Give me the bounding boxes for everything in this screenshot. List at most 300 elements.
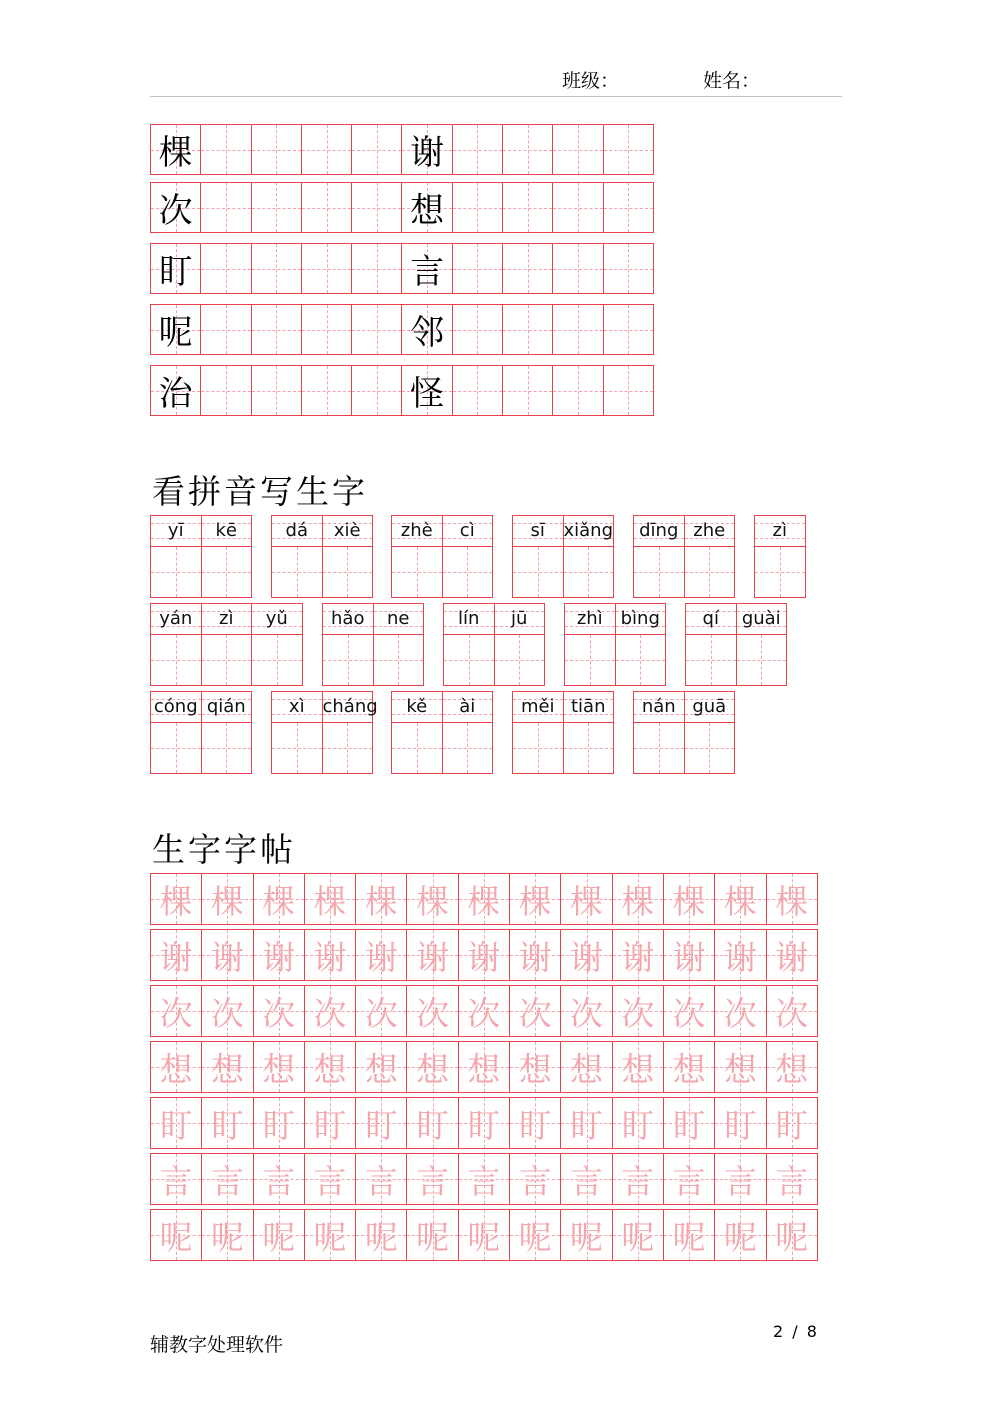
page-number: 2 / 8 — [773, 1322, 819, 1341]
pinyin-label — [736, 603, 788, 634]
practice-row — [150, 124, 663, 175]
trace-character: 想 — [159, 1049, 193, 1089]
pinyin-label — [201, 691, 253, 722]
trace-cell — [714, 1041, 766, 1093]
trace-character: 言 — [621, 1161, 655, 1201]
pinyin-label — [684, 691, 736, 722]
trace-character: 呢 — [313, 1217, 347, 1257]
trace-character: 次 — [313, 993, 347, 1033]
pinyin-label — [512, 515, 564, 546]
answer-cell — [442, 722, 494, 774]
answer-cell — [442, 546, 494, 598]
trace-cell — [509, 873, 561, 925]
pinyin-word-group — [564, 603, 665, 686]
pinyin-text: měi — [520, 696, 555, 717]
pinyin-column — [251, 603, 303, 686]
answer-cell — [391, 722, 443, 774]
answer-cell — [271, 546, 323, 598]
pinyin-text: yán — [159, 608, 193, 629]
trace-character: 想 — [570, 1049, 604, 1089]
pinyin-label — [512, 691, 564, 722]
pinyin-column — [512, 691, 564, 774]
trace-character: 盯 — [364, 1105, 398, 1145]
trace-character: 言 — [570, 1161, 604, 1201]
answer-cell — [684, 546, 736, 598]
trace-cell — [253, 1209, 305, 1261]
pinyin-column — [150, 691, 202, 774]
writing-cell — [401, 365, 452, 416]
writing-cell — [351, 304, 402, 355]
pinyin-text: zhì — [576, 608, 603, 629]
model-character: 怪 — [410, 374, 445, 414]
writing-cell — [502, 243, 553, 294]
trace-cell — [766, 1209, 818, 1261]
trace-character: 谢 — [210, 937, 244, 977]
trace-cell — [663, 1097, 715, 1149]
trace-cell — [201, 1097, 253, 1149]
pinyin-label — [563, 515, 615, 546]
trace-character: 想 — [364, 1049, 398, 1089]
trace-character: 呢 — [210, 1217, 244, 1257]
copybook-row — [150, 1153, 817, 1205]
pinyin-column — [633, 691, 685, 774]
trace-character: 谢 — [467, 937, 501, 977]
pinyin-word-group — [271, 691, 378, 774]
trace-character: 谢 — [570, 937, 604, 977]
writing-cell — [351, 243, 402, 294]
writing-cell — [452, 304, 503, 355]
trace-cell — [714, 1209, 766, 1261]
trace-character: 谢 — [313, 937, 347, 977]
pinyin-text: hǎo — [331, 608, 365, 629]
model-character: 治 — [158, 374, 193, 414]
pinyin-text: lín — [458, 608, 480, 629]
trace-cell — [766, 873, 818, 925]
trace-character: 呢 — [416, 1217, 450, 1257]
model-character: 想 — [410, 191, 445, 231]
pinyin-text: xì — [288, 696, 305, 717]
pinyin-text: xiè — [333, 520, 361, 541]
pinyin-column — [201, 691, 253, 774]
name-label: 姓名： — [703, 70, 761, 92]
trace-character: 想 — [416, 1049, 450, 1089]
pinyin-text: kē — [215, 520, 237, 541]
writing-cell — [452, 124, 503, 175]
pinyin-text: zhè — [400, 520, 433, 541]
trace-character: 棵 — [570, 881, 604, 921]
trace-character: 谢 — [159, 937, 193, 977]
trace-cell — [355, 929, 407, 981]
trace-character: 想 — [518, 1049, 552, 1089]
pinyin-word-group — [271, 515, 372, 598]
copybook-row — [150, 985, 817, 1037]
writing-cell — [301, 182, 352, 233]
trace-character: 想 — [775, 1049, 809, 1089]
trace-cell — [612, 1097, 664, 1149]
trace-cell — [509, 1041, 561, 1093]
pinyin-column — [442, 515, 494, 598]
trace-cell — [714, 985, 766, 1037]
trace-cell — [201, 985, 253, 1037]
pinyin-text: zì — [772, 520, 787, 541]
trace-cell — [253, 1041, 305, 1093]
pinyin-column — [271, 515, 323, 598]
answer-cell — [684, 722, 736, 774]
trace-cell — [304, 1153, 356, 1205]
pinyin-text: cóng — [153, 696, 198, 717]
trace-cell — [509, 929, 561, 981]
trace-cell — [253, 929, 305, 981]
trace-cell — [663, 985, 715, 1037]
pinyin-label — [563, 691, 615, 722]
trace-cell — [406, 1209, 458, 1261]
header-divider — [150, 96, 842, 97]
model-character: 言 — [410, 252, 445, 292]
trace-cell — [458, 1153, 510, 1205]
pinyin-column — [322, 691, 378, 774]
writing-cell — [150, 124, 201, 175]
answer-cell — [271, 722, 323, 774]
trace-cell — [253, 985, 305, 1037]
trace-character: 次 — [364, 993, 398, 1033]
trace-cell — [304, 873, 356, 925]
pinyin-text: qián — [206, 696, 246, 717]
pinyin-text: bìng — [620, 608, 660, 629]
pinyin-label — [615, 603, 667, 634]
trace-cell — [560, 1153, 612, 1205]
trace-character: 谢 — [262, 937, 296, 977]
trace-cell — [560, 1209, 612, 1261]
trace-character: 呢 — [467, 1217, 501, 1257]
pinyin-column — [391, 691, 443, 774]
trace-cell — [714, 929, 766, 981]
writing-cell — [401, 304, 452, 355]
trace-cell — [612, 985, 664, 1037]
trace-cell — [406, 929, 458, 981]
trace-cell — [355, 1209, 407, 1261]
writing-cell — [502, 304, 553, 355]
answer-cell — [512, 722, 564, 774]
writing-cell — [452, 365, 503, 416]
pinyin-column — [442, 691, 494, 774]
answer-cell — [494, 634, 546, 686]
trace-character: 呢 — [364, 1217, 398, 1257]
trace-character: 呢 — [262, 1217, 296, 1257]
writing-cell — [603, 304, 654, 355]
trace-cell — [201, 1153, 253, 1205]
trace-character: 谢 — [364, 937, 398, 977]
pinyin-word-group — [512, 691, 613, 774]
trace-character: 言 — [518, 1161, 552, 1201]
trace-character: 次 — [570, 993, 604, 1033]
trace-cell — [406, 985, 458, 1037]
answer-cell — [322, 634, 374, 686]
pinyin-label — [201, 603, 253, 634]
trace-character: 呢 — [518, 1217, 552, 1257]
pinyin-word-group — [443, 603, 544, 686]
trace-character: 棵 — [467, 881, 501, 921]
trace-cell — [612, 1153, 664, 1205]
pinyin-label — [322, 691, 378, 722]
pinyin-label — [251, 603, 303, 634]
trace-cell — [253, 873, 305, 925]
trace-cell — [663, 873, 715, 925]
writing-cell — [200, 304, 251, 355]
trace-character: 次 — [210, 993, 244, 1033]
trace-character: 次 — [621, 993, 655, 1033]
trace-cell — [304, 1097, 356, 1149]
trace-cell — [458, 929, 510, 981]
trace-character: 想 — [467, 1049, 501, 1089]
pinyin-word-group — [150, 691, 251, 774]
trace-character: 棵 — [723, 881, 757, 921]
pinyin-column — [685, 603, 737, 686]
answer-cell — [564, 634, 616, 686]
pinyin-word-group — [633, 691, 734, 774]
writing-cell — [301, 365, 352, 416]
trace-cell — [509, 1097, 561, 1149]
trace-character: 盯 — [621, 1105, 655, 1145]
trace-cell — [201, 929, 253, 981]
pinyin-text: kě — [406, 696, 428, 717]
answer-cell — [736, 634, 788, 686]
model-character: 盯 — [158, 252, 193, 292]
trace-character: 谢 — [416, 937, 450, 977]
trace-character: 想 — [672, 1049, 706, 1089]
pinyin-word-group — [391, 515, 492, 598]
pinyin-label — [633, 691, 685, 722]
pinyin-word-group — [685, 603, 786, 686]
pinyin-section-title: 看拼音写生字 — [152, 472, 368, 511]
writing-cell — [401, 182, 452, 233]
trace-cell — [766, 1041, 818, 1093]
trace-character: 棵 — [262, 881, 296, 921]
copybook-row — [150, 1041, 817, 1093]
pinyin-text: zì — [219, 608, 234, 629]
trace-character: 言 — [313, 1161, 347, 1201]
writing-cell — [251, 304, 302, 355]
trace-character: 次 — [159, 993, 193, 1033]
writing-cell — [552, 124, 603, 175]
trace-character: 想 — [723, 1049, 757, 1089]
pinyin-text: jū — [511, 608, 528, 629]
answer-cell — [685, 634, 737, 686]
pinyin-label — [391, 515, 443, 546]
trace-character: 次 — [518, 993, 552, 1033]
answer-cell — [322, 722, 374, 774]
writing-cell — [200, 182, 251, 233]
trace-cell — [766, 1097, 818, 1149]
trace-character: 盯 — [775, 1105, 809, 1145]
writing-cell — [251, 365, 302, 416]
pinyin-column — [373, 603, 425, 686]
pinyin-label — [684, 515, 736, 546]
pinyin-column — [322, 515, 374, 598]
writing-cell — [150, 182, 201, 233]
writing-cell — [401, 243, 452, 294]
pinyin-label — [271, 691, 323, 722]
pinyin-text: xiǎng — [563, 520, 614, 541]
answer-cell — [633, 546, 685, 598]
pinyin-column — [201, 603, 253, 686]
pinyin-text: dá — [285, 520, 308, 541]
pinyin-column — [684, 691, 736, 774]
trace-cell — [714, 1153, 766, 1205]
pinyin-word-group — [512, 515, 613, 598]
practice-row — [150, 365, 663, 416]
trace-character: 呢 — [570, 1217, 604, 1257]
practice-row — [150, 243, 663, 294]
pinyin-column — [150, 515, 202, 598]
pinyin-label — [443, 603, 495, 634]
trace-cell — [150, 985, 202, 1037]
copybook-row — [150, 873, 817, 925]
pinyin-label — [442, 691, 494, 722]
writing-cell — [301, 124, 352, 175]
trace-character: 谢 — [775, 937, 809, 977]
pinyin-column — [201, 515, 253, 598]
writing-cell — [351, 365, 402, 416]
trace-character: 次 — [775, 993, 809, 1033]
writing-cell — [452, 182, 503, 233]
trace-character: 棵 — [159, 881, 193, 921]
writing-cell — [502, 182, 553, 233]
trace-character: 盯 — [723, 1105, 757, 1145]
trace-character: 盯 — [210, 1105, 244, 1145]
answer-cell — [150, 546, 202, 598]
pinyin-word-group — [633, 515, 734, 598]
trace-character: 言 — [210, 1161, 244, 1201]
trace-character: 次 — [723, 993, 757, 1033]
trace-character: 言 — [364, 1161, 398, 1201]
pinyin-text: cì — [459, 520, 475, 541]
pinyin-column — [563, 515, 615, 598]
trace-character: 想 — [210, 1049, 244, 1089]
trace-cell — [355, 1097, 407, 1149]
trace-cell — [406, 873, 458, 925]
pinyin-text: cháng — [322, 696, 378, 717]
answer-cell — [150, 722, 202, 774]
trace-cell — [560, 1041, 612, 1093]
pinyin-text: yǔ — [265, 608, 288, 629]
writing-cell — [150, 304, 201, 355]
pinyin-label — [494, 603, 546, 634]
footer-software: 辅教字处理软件 — [150, 1334, 284, 1356]
trace-character: 言 — [416, 1161, 450, 1201]
answer-cell — [391, 546, 443, 598]
pinyin-word-group — [150, 603, 302, 686]
writing-cell — [603, 243, 654, 294]
writing-cell — [603, 365, 654, 416]
trace-cell — [201, 873, 253, 925]
trace-cell — [201, 1041, 253, 1093]
pinyin-text: nán — [641, 696, 676, 717]
trace-character: 言 — [723, 1161, 757, 1201]
trace-character: 呢 — [723, 1217, 757, 1257]
trace-cell — [150, 929, 202, 981]
trace-cell — [560, 873, 612, 925]
writing-cell — [251, 182, 302, 233]
pinyin-label — [442, 515, 494, 546]
trace-cell — [458, 1041, 510, 1093]
trace-character: 棵 — [210, 881, 244, 921]
trace-character: 盯 — [313, 1105, 347, 1145]
trace-character: 谢 — [518, 937, 552, 977]
pinyin-text: guài — [741, 608, 781, 629]
writing-cell — [452, 243, 503, 294]
trace-character: 次 — [467, 993, 501, 1033]
trace-character: 次 — [672, 993, 706, 1033]
trace-character: 谢 — [672, 937, 706, 977]
trace-character: 言 — [159, 1161, 193, 1201]
pinyin-text: guā — [692, 696, 727, 717]
pinyin-column — [754, 515, 806, 598]
trace-cell — [253, 1153, 305, 1205]
trace-cell — [304, 1041, 356, 1093]
trace-character: 棵 — [416, 881, 450, 921]
pinyin-text: tiān — [571, 696, 606, 717]
trace-cell — [714, 873, 766, 925]
pinyin-label — [633, 515, 685, 546]
trace-cell — [612, 929, 664, 981]
trace-cell — [406, 1153, 458, 1205]
trace-cell — [509, 1153, 561, 1205]
trace-character: 盯 — [416, 1105, 450, 1145]
trace-cell — [509, 985, 561, 1037]
writing-cell — [401, 124, 452, 175]
trace-character: 想 — [262, 1049, 296, 1089]
trace-cell — [458, 1209, 510, 1261]
trace-cell — [458, 985, 510, 1037]
answer-cell — [201, 546, 253, 598]
writing-cell — [200, 124, 251, 175]
pinyin-column — [736, 603, 788, 686]
trace-cell — [766, 985, 818, 1037]
trace-cell — [304, 985, 356, 1037]
practice-row — [150, 182, 663, 233]
writing-cell — [200, 365, 251, 416]
trace-cell — [560, 985, 612, 1037]
class-label: 班级： — [562, 70, 620, 92]
pinyin-column — [563, 691, 615, 774]
answer-cell — [754, 546, 806, 598]
trace-cell — [406, 1041, 458, 1093]
writing-cell — [552, 365, 603, 416]
trace-cell — [150, 1041, 202, 1093]
copybook-section-title: 生字字帖 — [152, 830, 296, 869]
trace-character: 盯 — [672, 1105, 706, 1145]
writing-cell — [150, 243, 201, 294]
trace-cell — [355, 985, 407, 1037]
trace-character: 盯 — [518, 1105, 552, 1145]
pinyin-column — [684, 515, 736, 598]
trace-cell — [612, 1209, 664, 1261]
trace-character: 盯 — [262, 1105, 296, 1145]
copybook-row — [150, 929, 817, 981]
answer-cell — [633, 722, 685, 774]
trace-cell — [663, 1041, 715, 1093]
writing-cell — [603, 182, 654, 233]
trace-character: 想 — [313, 1049, 347, 1089]
pinyin-label — [201, 515, 253, 546]
writing-cell — [200, 243, 251, 294]
answer-cell — [201, 722, 253, 774]
pinyin-label — [322, 603, 374, 634]
trace-cell — [150, 1097, 202, 1149]
answer-cell — [563, 546, 615, 598]
model-character: 呢 — [158, 313, 193, 353]
answer-cell — [251, 634, 303, 686]
